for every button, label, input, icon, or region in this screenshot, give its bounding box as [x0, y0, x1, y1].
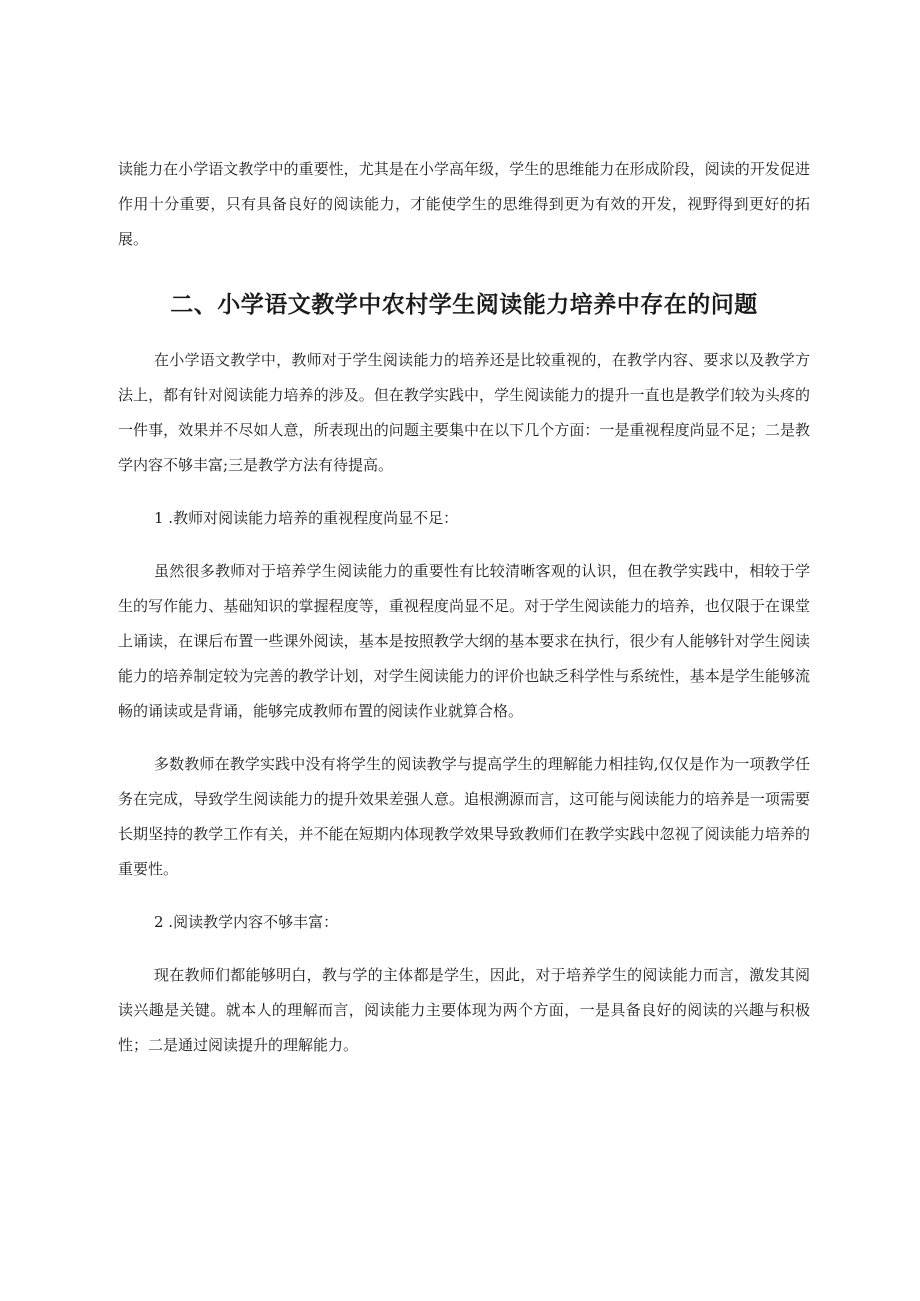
paragraph-2: 虽然很多教师对于培养学生阅读能力的重要性有比较清晰客观的认识，但在教学实践中，相较于学生的写作能力、基础知识的掌握程度等，重视程度尚显不足。对于学生阅读能力的培养，也仅限于在课堂上诵读，在课后布置一些课外阅读，基本是按照教学大纲的基本要求在执行，很少有人能够针对学生阅读能力的培养制定较为完善的教学计划，对学生阅读能力的评价也缺乏科学性与系统性，基本是学生能够流畅的诵读或是背诵，能够完成教师布置的阅读作业就算合格。 — [118, 562, 810, 720]
subheading-2: 2 .阅读教学内容不够丰富： — [154, 913, 339, 931]
paragraph-3: 多数教师在教学实践中没有将学生的阅读教学与提高学生的理解能力相挂钩,仅仅是作为一项教学任务在完成，导致学生阅读能力的提升效果差强人意。追根溯源而言，这可能与阅读能力的培养是一项需要长期坚持的教学工作有关，并不能在短期内体现教学效果导致教师们在教学实践中忽视了阅读能力培养的重要性。 — [118, 755, 810, 878]
document-page — [118, 152, 810, 1063]
subheading-1: 1 .教师对阅读能力培养的重视程度尚显不足： — [154, 509, 459, 527]
section-title: 二、小学语文教学中农村学生阅读能力培养中存在的问题 — [170, 291, 758, 318]
paragraph-1: 在小学语文教学中，教师对于学生阅读能力的培养还是比较重视的，在教学内容、要求以及教学方法上，都有针对阅读能力培养的涉及。但在教学实践中，学生阅读能力的提升一直也是教学们较为头疼的一件事，效果并不尽如人意，所表现出的问题主要集中在以下几个方面：一是重视程度尚显不足；二是教学内容不够丰富;三是教学方法有待提高。 — [118, 351, 810, 474]
intro-paragraph: 读能力在小学语文教学中的重要性，尤其是在小学高年级，学生的思维能力在形成阶段，阅读的开发促进作用十分重要，只有具备良好的阅读能力，才能使学生的思维得到更为有效的开发，视野得到更好的拓展。 — [118, 160, 810, 248]
paragraph-4: 现在教师们都能够明白，教与学的主体都是学生，因此，对于培养学生的阅读能力而言，激发其阅读兴趣是关键。就本人的理解而言，阅读能力主要体现为两个方面，一是具备良好的阅读的兴趣与积极性；二是通过阅读提升的理解能力。 — [118, 966, 810, 1054]
